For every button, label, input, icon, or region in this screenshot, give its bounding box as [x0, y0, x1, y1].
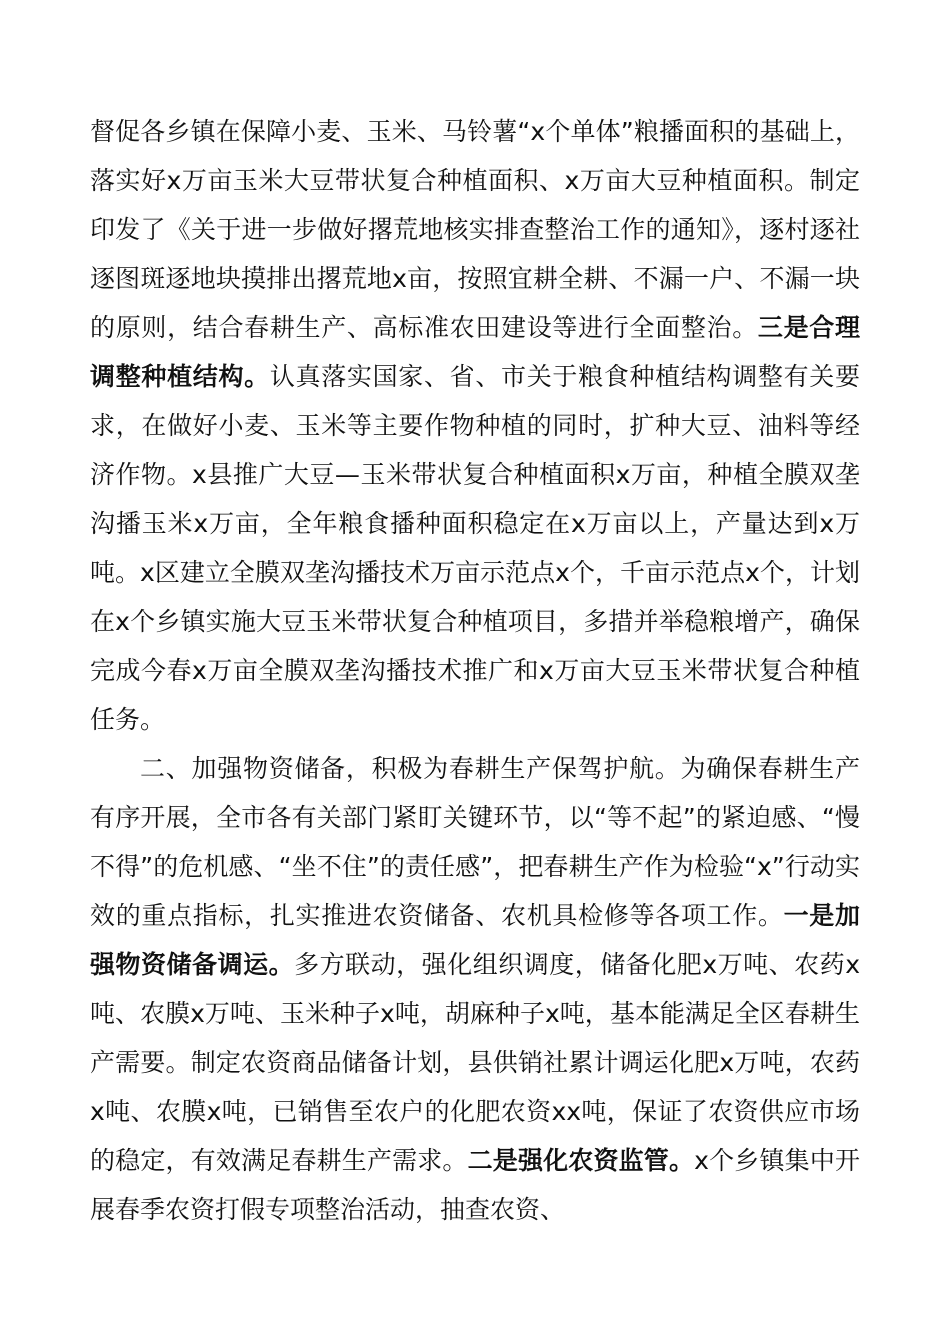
- paragraph-2-heading-2: 二是强化农资监管。: [467, 1146, 695, 1175]
- document-body: [90, 107, 860, 1234]
- paragraph-1: [90, 107, 860, 744]
- paragraph-1-heading-3: 三是合理调整种植结构。: [90, 313, 860, 391]
- paragraph-2-text-a: 二、加强物资储备，积极为春耕生产保驾护航。为确保春耕生产有序开展，全市各有关部门紧盯关键环节，以“等不起”的紧迫感、“慢不得”的危机感、“坐不住”的责任感”，把春耕生产作为检验“x”行动实效的重点指标，扎实推进农资储备、农机具检修等各项工作。: [90, 754, 860, 930]
- paragraph-2-text-b: 多方联动，强化组织调度，储备化肥x万吨、农药x吨、农膜x万吨、玉米种子x吨，胡麻种子x吨，基本能满足全区春耕生产需要。制定农资商品储备计划，县供销社累计调运化肥x万吨，农药x吨、农膜x吨，已销售至农户的化肥农资xx吨，保证了农资供应市场的稳定，有效满足春耕生产需求。: [90, 950, 860, 1175]
- paragraph-1-text-a: 督促各乡镇在保障小麦、玉米、马铃薯“x个单体”粮播面积的基础上，落实好x万亩玉米大豆带状复合种植面积、x万亩大豆种植面积。制定印发了《关于进一步做好撂荒地核实排查整治工作的通知》，逐村逐社逐图斑逐地块摸排出撂荒地x亩，按照宜耕全耕、不漏一户、不漏一块的原则，结合春耕生产、高标准农田建设等进行全面整治。: [90, 117, 860, 342]
- paragraph-2-text-c: x个乡镇集中开展春季农资打假专项整治活动，抽查农资、: [90, 1146, 860, 1224]
- paragraph-2: [90, 744, 860, 1234]
- paragraph-2-heading-1: 一是加强物资储备调运。: [90, 901, 860, 979]
- paragraph-1-text-b: 认真落实国家、省、市关于粮食种植结构调整有关要求，在做好小麦、玉米等主要作物种植的同时，扩种大豆、油料等经济作物。x县推广大豆—玉米带状复合种植面积x万亩，种植全膜双垄沟播玉米x万亩，全年粮食播种面积稳定在x万亩以上，产量达到x万吨。x区建立全膜双垄沟播技术万亩示范点x个，千亩示范点x个，计划在x个乡镇实施大豆玉米带状复合种植项目，多措并举稳粮增产，确保完成今春x万亩全膜双垄沟播技术推广和x万亩大豆玉米带状复合种植任务。: [90, 362, 860, 734]
